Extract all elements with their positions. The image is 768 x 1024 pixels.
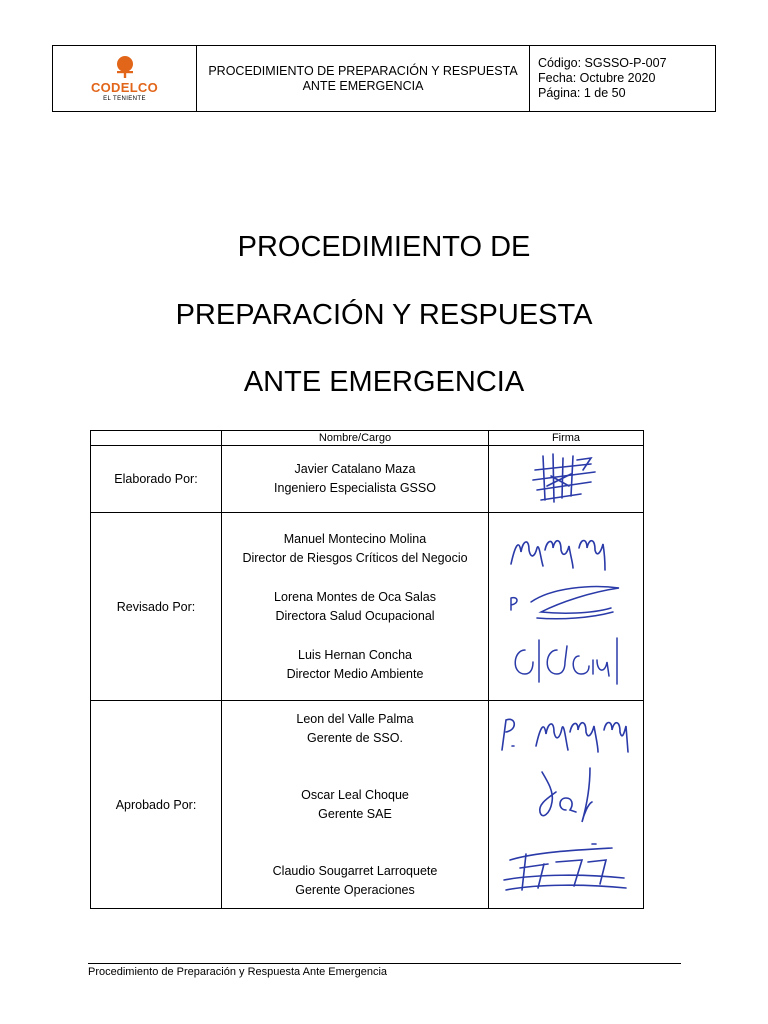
header-title-line1: PROCEDIMIENTO DE PREPARACIÓN Y RESPUESTA — [208, 63, 518, 78]
person-name: Leon del Valle Palma — [296, 711, 414, 726]
signature-leal-icon — [506, 762, 626, 832]
document-date: Fecha: Octubre 2020 — [538, 71, 656, 85]
person-position: Director Medio Ambiente — [286, 666, 424, 681]
role-revisado: Revisado Por: — [91, 513, 222, 701]
header-title — [197, 46, 530, 111]
names-revisado — [222, 513, 489, 701]
signature-sougarret-icon — [496, 834, 636, 904]
document-header — [52, 45, 716, 112]
footer-divider — [88, 963, 681, 964]
page-number: Página: 1 de 50 — [538, 86, 626, 100]
signature-cell — [489, 701, 644, 909]
person-name: Oscar Leal Choque — [301, 787, 409, 802]
names-aprobado — [222, 701, 489, 909]
signature-montecino-icon — [501, 526, 631, 576]
header-meta — [530, 46, 715, 111]
codelco-emblem-icon — [110, 55, 140, 79]
document-code: Código: SGSSO-P-007 — [538, 56, 667, 70]
codelco-logo — [53, 46, 197, 111]
person-position: Ingeniero Especialista GSSO — [274, 481, 436, 495]
table-row — [91, 513, 644, 701]
logo-name: CODELCO — [90, 80, 159, 95]
role-aprobado: Aprobado Por: — [91, 701, 222, 909]
table-header-row — [91, 431, 644, 446]
header-title-line2: ANTE EMERGENCIA — [302, 78, 424, 93]
person-name: Lorena Montes de Oca Salas — [274, 589, 436, 604]
person-name: Claudio Sougarret Larroquete — [272, 863, 438, 878]
approval-table — [90, 430, 644, 909]
signature-cell — [489, 446, 644, 513]
person-name: Manuel Montecino Molina — [283, 531, 427, 546]
footer-text: Procedimiento de Preparación y Respuesta Ante Emergencia — [88, 966, 388, 978]
person-position: Gerente de SSO. — [307, 730, 403, 745]
header-signature: Firma — [489, 431, 644, 446]
main-title-line3: ANTE EMERGENCIA — [243, 366, 525, 398]
person-position: Gerente Operaciones — [295, 882, 415, 897]
signature-cell — [489, 513, 644, 701]
names-elaborado — [222, 446, 489, 513]
person-position: Directora Salud Ocupacional — [275, 608, 435, 623]
signature-concha-icon — [501, 632, 631, 688]
header-name: Nombre/Cargo — [222, 431, 489, 446]
logo-subtitle: EL TENIENTE — [103, 96, 146, 102]
header-role — [91, 431, 222, 446]
signature-montes-icon — [501, 578, 631, 630]
signature-valle-icon — [496, 706, 636, 758]
person-position: Gerente SAE — [318, 806, 392, 821]
table-row — [91, 701, 644, 909]
person-position: Director de Riesgos Críticos del Negocio — [242, 550, 468, 565]
signature-catalano-icon — [521, 450, 611, 508]
person-name: Javier Catalano Maza — [294, 462, 416, 476]
main-title-line1: PROCEDIMIENTO DE — [237, 231, 531, 263]
main-title-line2: PREPARACIÓN Y RESPUESTA — [175, 299, 593, 331]
table-row — [91, 446, 644, 513]
person-name: Luis Hernan Concha — [298, 647, 412, 662]
role-elaborado: Elaborado Por: — [91, 446, 222, 513]
